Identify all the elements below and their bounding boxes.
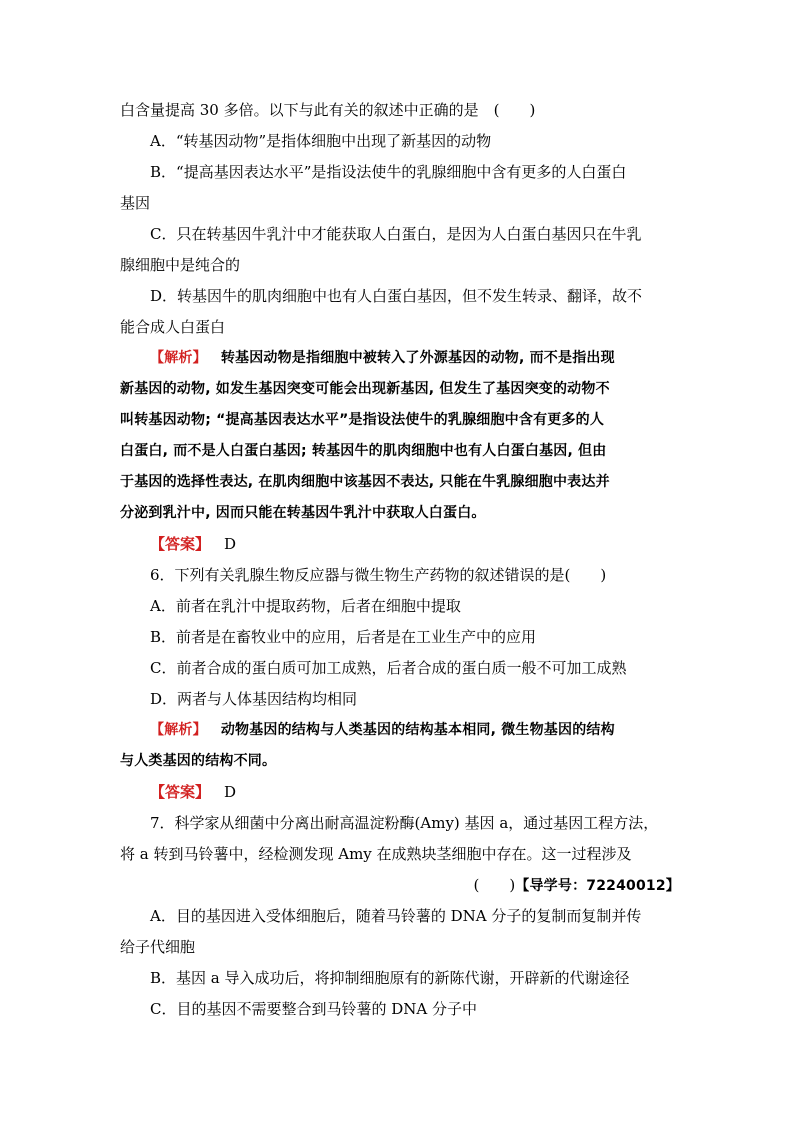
q6-analysis-line-1: 动物基因的结构与人类基因的结构基本相同, 微生物基因的结构 [220,722,615,738]
q7-stem-line-2: 将 a 转到马铃薯中，经检测发现 Amy 在成熟块茎细胞中存在。这一过程涉及 [120,845,632,863]
q5-option-c-cont: 腺细胞中是纯合的 [120,256,241,274]
q5-option-a: A．“转基因动物”是指体细胞中出现了新基因的动物 [150,132,492,150]
q5-option-b: B．“提高基因表达水平”是指设法使牛的乳腺细胞中含有更多的人白蛋白 [150,163,627,181]
analysis-tag: 【解析】 [150,350,207,366]
q6-analysis [120,715,680,746]
q7-guide-number: 【导学号：72240012】 [515,878,680,894]
q6-analysis-line-2: 与人类基因的结构不同。 [120,753,277,769]
q5-analysis-line-4: 白蛋白, 而不是人白蛋白基因; 转基因牛的肌肉细胞中也有人白蛋白基因, 但由 [120,443,607,459]
q6-option-d: D．两者与人体基因结构均相同 [150,690,358,708]
q5-analysis-line-1: 转基因动物是指细胞中被转入了外源基因的动物, 而不是指出现 [220,350,615,366]
q5-option-d: D．转基因牛的肌肉细胞中也有人白蛋白基因，但不发生转录、翻译，故不 [150,287,643,305]
q5-analysis-line-5: 于基因的选择性表达, 在肌肉细胞中该基因不表达, 只能在牛乳腺细胞中表达并 [120,474,610,490]
q7-paren-and-guide [120,870,680,901]
q5-answer [120,529,680,560]
q5-stem-end: 白含量提高 30 多倍。以下与此有关的叙述中正确的是 ( ) [120,101,536,119]
q6-option-c: C．前者合成的蛋白质可加工成熟，后者合成的蛋白质一般不可加工成熟 [150,659,627,677]
q7-stem-line-1: 7．科学家从细菌中分离出耐高温淀粉酶(Amy) 基因 a，通过基因工程方法， [150,814,659,832]
q5-option-b-cont: 基因 [120,194,151,212]
answer-tag: 【答案】 [150,535,211,553]
q5-option-c: C．只在转基因牛乳汁中才能获取人白蛋白，是因为人白蛋白基因只在牛乳 [150,225,642,243]
q6-option-b: B．前者是在畜牧业中的应用，后者是在工业生产中的应用 [150,628,537,646]
q7-option-a-cont: 给子代细胞 [120,938,196,956]
q6-stem: 6．下列有关乳腺生物反应器与微生物生产药物的叙述错误的是( ) [150,566,607,584]
q5-analysis-line-2: 新基因的动物, 如发生基因突变可能会出现新基因, 但发生了基因突变的动物不 [120,381,610,397]
q5-analysis-line-6: 分泌到乳汁中, 因而只能在转基因牛乳汁中获取人白蛋白。 [120,505,486,521]
q5-analysis-line-3: 叫转基因动物; “提高基因表达水平”是指设法使牛的乳腺细胞中含有更多的人 [120,412,605,428]
q5-analysis [120,343,680,374]
answer-tag: 【答案】 [150,783,211,801]
q7-option-c: C．目的基因不需要整合到马铃薯的 DNA 分子中 [150,1000,477,1018]
q6-option-a: A．前者在乳汁中提取药物，后者在细胞中提取 [150,597,461,615]
q5-answer-value: D [224,535,237,553]
q7-option-b: B．基因 a 导入成功后，将抑制细胞原有的新陈代谢，开辟新的代谢途径 [150,969,630,987]
q6-answer-value: D [224,783,237,801]
page-content [120,95,680,1025]
q6-answer [120,777,680,808]
q7-option-a: A．目的基因进入受体细胞后，随着马铃薯的 DNA 分子的复制而复制并传 [150,907,642,925]
analysis-tag: 【解析】 [150,722,207,738]
q5-option-d-cont: 能合成人白蛋白 [120,318,226,336]
q7-answer-paren: ( ) [473,876,516,894]
